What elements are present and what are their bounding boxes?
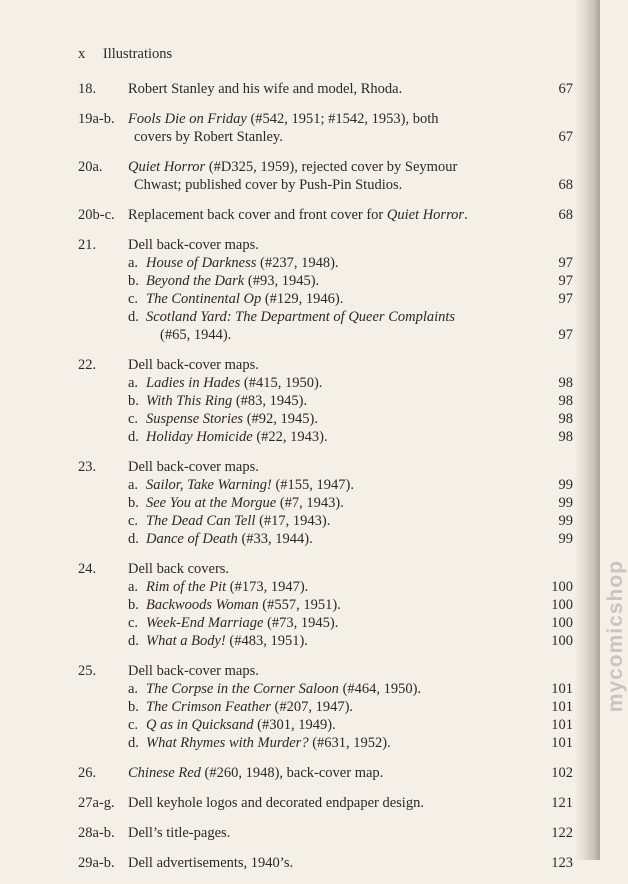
entry-text: (#207, 1947). bbox=[270, 699, 354, 715]
entry-text: (#D325, 1959), rejected cover by Seymour bbox=[205, 159, 458, 175]
entry-caption bbox=[128, 794, 424, 812]
entry-text: Dell’s title-pages. bbox=[128, 825, 231, 841]
entry-text: (#93, 1945). bbox=[244, 273, 320, 289]
page-number: 101 bbox=[551, 681, 573, 697]
sub-entry-letter: c. bbox=[128, 615, 139, 631]
illustration-entry bbox=[78, 794, 573, 812]
entry-caption bbox=[128, 158, 457, 176]
sub-entry-caption bbox=[146, 308, 455, 326]
page-number: 101 bbox=[551, 735, 573, 751]
sub-entry-caption bbox=[146, 428, 328, 446]
illustration-entry bbox=[78, 560, 573, 650]
entry-caption bbox=[134, 128, 283, 146]
page-number: 121 bbox=[551, 795, 573, 811]
page-number: 123 bbox=[551, 855, 573, 871]
entry-text: (#92, 1945). bbox=[243, 411, 318, 427]
entry-title-italic: Beyond the Dark bbox=[146, 273, 245, 289]
entry-line bbox=[78, 794, 573, 812]
entry-number: 21. bbox=[78, 237, 97, 253]
sub-entry-caption bbox=[146, 698, 353, 716]
sub-entry bbox=[78, 392, 573, 410]
entry-number: 22. bbox=[78, 357, 97, 373]
entry-title-italic: What a Body! bbox=[146, 633, 226, 649]
entry-text: (#173, 1947). bbox=[226, 579, 309, 595]
sub-entry-caption bbox=[146, 410, 318, 428]
page-number: 99 bbox=[558, 531, 573, 547]
sub-entry-caption bbox=[146, 716, 336, 734]
entry-text: (#33, 1944). bbox=[237, 531, 313, 547]
entry-number: 29a-b. bbox=[78, 855, 115, 871]
illustration-entry bbox=[78, 458, 573, 548]
sub-entry-caption bbox=[146, 512, 330, 530]
sub-entry-caption bbox=[146, 596, 341, 614]
page-number: 99 bbox=[558, 477, 573, 493]
entry-caption: Dell back-cover maps. bbox=[128, 237, 259, 253]
sub-entry-letter: b. bbox=[128, 393, 139, 409]
sub-entry-letter: b. bbox=[128, 699, 139, 715]
illustration-entry bbox=[78, 206, 573, 224]
entry-number: 28a-b. bbox=[78, 825, 115, 841]
entry-caption bbox=[128, 824, 230, 842]
entry-caption bbox=[128, 206, 468, 224]
sub-entry bbox=[78, 272, 573, 290]
entry-title-italic: Holiday Homicide bbox=[146, 429, 253, 445]
page-number: 98 bbox=[558, 375, 573, 391]
page-number: 99 bbox=[558, 513, 573, 529]
entry-title-italic: Backwoods Woman bbox=[146, 597, 259, 613]
entry-text: (#301, 1949). bbox=[253, 717, 336, 733]
sub-entry-caption bbox=[146, 734, 391, 752]
entry-caption: Dell back-cover maps. bbox=[128, 663, 259, 679]
entry-title-italic: Scotland Yard: The Department of Queer Complaints bbox=[146, 309, 456, 325]
running-header bbox=[78, 46, 172, 63]
sub-entry-letter: a. bbox=[128, 255, 139, 271]
sub-entry-letter: d. bbox=[128, 309, 139, 325]
entry-text: (#73, 1945). bbox=[263, 615, 339, 631]
page-gutter-shadow bbox=[574, 0, 600, 860]
entry-title-italic: With This Ring bbox=[146, 393, 233, 409]
entry-text: Chwast; published cover by Push-Pin Studios. bbox=[134, 177, 403, 193]
entry-text: (#155, 1947). bbox=[271, 477, 354, 493]
entry-title-italic: Fools Die on Friday bbox=[128, 111, 247, 127]
page-number: 98 bbox=[558, 393, 573, 409]
sub-entry bbox=[78, 734, 573, 752]
entry-number: 27a-g. bbox=[78, 795, 115, 811]
sub-entry-letter: d. bbox=[128, 429, 139, 445]
entry-line bbox=[78, 458, 573, 476]
entry-line bbox=[78, 206, 573, 224]
sub-entry bbox=[78, 476, 573, 494]
entry-line bbox=[78, 176, 573, 194]
entry-number: 19a-b. bbox=[78, 111, 115, 127]
sub-entry-letter: c. bbox=[128, 411, 139, 427]
entry-text: (#237, 1948). bbox=[256, 255, 339, 271]
sub-entry-caption bbox=[146, 680, 421, 698]
entry-title-italic: Rim of the Pit bbox=[146, 579, 227, 595]
page-number: 97 bbox=[558, 273, 573, 289]
page-number: 98 bbox=[558, 429, 573, 445]
entry-caption: Dell back-cover maps. bbox=[128, 459, 259, 475]
sub-entry-caption bbox=[146, 614, 338, 632]
sub-entry-letter: d. bbox=[128, 735, 139, 751]
sub-entry bbox=[78, 596, 573, 614]
page-number: 97 bbox=[558, 327, 573, 343]
entry-line bbox=[78, 854, 573, 872]
sub-entry-letter: b. bbox=[128, 273, 139, 289]
entry-line bbox=[78, 356, 573, 374]
entry-text: (#542, 1951; #1542, 1953), both bbox=[246, 111, 439, 127]
sub-entry bbox=[78, 254, 573, 272]
entry-text: (#464, 1950). bbox=[338, 681, 422, 697]
sub-entry bbox=[78, 326, 573, 344]
entry-line bbox=[78, 158, 573, 176]
entry-number: 25. bbox=[78, 663, 97, 679]
sub-entry-caption bbox=[146, 530, 313, 548]
sub-entry-caption bbox=[146, 374, 322, 392]
sub-entry-letter: c. bbox=[128, 513, 139, 529]
page-number: 98 bbox=[558, 411, 573, 427]
entry-line bbox=[78, 560, 573, 578]
entry-title-italic: Suspense Stories bbox=[146, 411, 244, 427]
entry-title-italic: Ladies in Hades bbox=[146, 375, 241, 391]
entry-title-italic: Dance of Death bbox=[146, 531, 238, 547]
illustration-entry bbox=[78, 854, 573, 872]
sub-entry bbox=[78, 374, 573, 392]
entry-caption bbox=[128, 80, 402, 98]
entry-line bbox=[78, 662, 573, 680]
page-number: 97 bbox=[558, 291, 573, 307]
entry-number: 23. bbox=[78, 459, 97, 475]
entry-title-italic: The Dead Can Tell bbox=[146, 513, 256, 529]
illustrations-list bbox=[78, 80, 573, 884]
page-number: 67 bbox=[558, 129, 573, 145]
entry-number: 24. bbox=[78, 561, 97, 577]
entry-title-italic: The Crimson Feather bbox=[146, 699, 271, 715]
entry-caption: Dell back-cover maps. bbox=[128, 357, 259, 373]
entry-text: (#557, 1951). bbox=[258, 597, 341, 613]
entry-line bbox=[78, 80, 573, 98]
entry-line bbox=[78, 110, 573, 128]
entry-title-italic: Sailor, Take Warning! bbox=[146, 477, 272, 493]
entry-number: 20b-c. bbox=[78, 207, 115, 223]
entry-caption: Dell back covers. bbox=[128, 561, 230, 577]
entry-text: covers by Robert Stanley. bbox=[134, 129, 283, 145]
sub-entry bbox=[78, 290, 573, 308]
entry-caption bbox=[128, 764, 383, 782]
entry-number: 18. bbox=[78, 81, 97, 97]
entry-title-italic: Quiet Horror bbox=[128, 159, 206, 175]
entry-number: 20a. bbox=[78, 159, 103, 175]
sub-entry bbox=[78, 308, 573, 326]
page-number: 68 bbox=[558, 207, 573, 223]
sub-entry-caption bbox=[146, 290, 343, 308]
page-number: 99 bbox=[558, 495, 573, 511]
entry-text: Dell keyhole logos and decorated endpaper design. bbox=[128, 795, 424, 811]
page-number: 100 bbox=[551, 597, 573, 613]
sub-entry-continuation: (#65, 1944). bbox=[160, 327, 232, 343]
entry-title-italic: Q as in Quicksand bbox=[146, 717, 254, 733]
entry-title-italic: What Rhymes with Murder? bbox=[146, 735, 309, 751]
page-number: 67 bbox=[558, 81, 573, 97]
sub-entry bbox=[78, 530, 573, 548]
entry-text: (#415, 1950). bbox=[240, 375, 323, 391]
entry-text: (#129, 1946). bbox=[261, 291, 344, 307]
sub-entry-caption bbox=[146, 392, 307, 410]
entry-title-italic: Quiet Horror bbox=[386, 207, 465, 223]
sub-entry-caption bbox=[146, 632, 308, 650]
entry-text: (#260, 1948), back-cover map. bbox=[200, 765, 384, 781]
sub-entry-letter: d. bbox=[128, 531, 139, 547]
sub-entry-caption bbox=[146, 254, 339, 272]
entry-text: . bbox=[464, 207, 468, 223]
illustration-entry bbox=[78, 824, 573, 842]
sub-entry bbox=[78, 614, 573, 632]
entry-caption bbox=[134, 176, 402, 194]
illustration-entry bbox=[78, 110, 573, 146]
entry-title-italic: Chinese Red bbox=[128, 765, 201, 781]
sub-entry-letter: c. bbox=[128, 717, 139, 733]
sub-entry-letter: b. bbox=[128, 597, 139, 613]
page-number: 101 bbox=[551, 717, 573, 733]
sub-entry bbox=[78, 698, 573, 716]
sub-entry-letter: a. bbox=[128, 477, 139, 493]
entry-title-italic: House of Darkness bbox=[146, 255, 257, 271]
entry-title-italic: Week-End Marriage bbox=[146, 615, 264, 631]
entry-line bbox=[78, 764, 573, 782]
entry-title-italic: See You at the Morgue bbox=[146, 495, 277, 511]
illustration-entry bbox=[78, 158, 573, 194]
sub-entry bbox=[78, 716, 573, 734]
entry-text: (#483, 1951). bbox=[225, 633, 308, 649]
sub-entry bbox=[78, 428, 573, 446]
entry-caption bbox=[128, 854, 293, 872]
entry-line bbox=[78, 824, 573, 842]
illustration-entry bbox=[78, 80, 573, 98]
page-number: 68 bbox=[558, 177, 573, 193]
entry-text: Robert Stanley and his wife and model, Rhoda. bbox=[128, 81, 403, 97]
illustration-entry bbox=[78, 662, 573, 752]
sub-entry-letter: d. bbox=[128, 633, 139, 649]
illustration-entry bbox=[78, 236, 573, 344]
watermark-logo: mycomicshop bbox=[604, 560, 627, 713]
sub-entry-letter: a. bbox=[128, 375, 139, 391]
sub-entry bbox=[78, 512, 573, 530]
entry-text: (#83, 1945). bbox=[232, 393, 308, 409]
page-number: 100 bbox=[551, 579, 573, 595]
sub-entry-letter: c. bbox=[128, 291, 139, 307]
sub-entry-letter: a. bbox=[128, 579, 139, 595]
entry-line bbox=[78, 236, 573, 254]
entry-number: 26. bbox=[78, 765, 97, 781]
page-number: 102 bbox=[551, 765, 573, 781]
sub-entry bbox=[78, 578, 573, 596]
sub-entry bbox=[78, 410, 573, 428]
sub-entry bbox=[78, 632, 573, 650]
entry-text: (#7, 1943). bbox=[276, 495, 344, 511]
sub-entry-caption bbox=[146, 272, 319, 290]
page-folio: x bbox=[78, 46, 86, 62]
sub-entry-caption bbox=[146, 494, 344, 512]
entry-text: (#17, 1943). bbox=[255, 513, 331, 529]
sub-entry-caption bbox=[146, 476, 354, 494]
header-title: Illustrations bbox=[102, 46, 173, 62]
entry-title-italic: The Continental Op bbox=[146, 291, 262, 307]
entry-line bbox=[78, 128, 573, 146]
illustration-entry bbox=[78, 764, 573, 782]
entry-text: Replacement back cover and front cover for bbox=[128, 207, 387, 223]
page-number: 122 bbox=[551, 825, 573, 841]
page-number: 101 bbox=[551, 699, 573, 715]
illustration-entry bbox=[78, 356, 573, 446]
entry-caption bbox=[128, 110, 439, 128]
page-number: 100 bbox=[551, 633, 573, 649]
sub-entry bbox=[78, 494, 573, 512]
entry-text: (#22, 1943). bbox=[252, 429, 328, 445]
page-number: 100 bbox=[551, 615, 573, 631]
entry-text: Dell advertisements, 1940’s. bbox=[128, 855, 294, 871]
sub-entry-letter: a. bbox=[128, 681, 139, 697]
entry-title-italic: The Corpse in the Corner Saloon bbox=[146, 681, 339, 697]
page-number: 97 bbox=[558, 255, 573, 271]
sub-entry-caption bbox=[146, 578, 308, 596]
entry-text: (#631, 1952). bbox=[308, 735, 391, 751]
sub-entry-letter: b. bbox=[128, 495, 139, 511]
sub-entry bbox=[78, 680, 573, 698]
